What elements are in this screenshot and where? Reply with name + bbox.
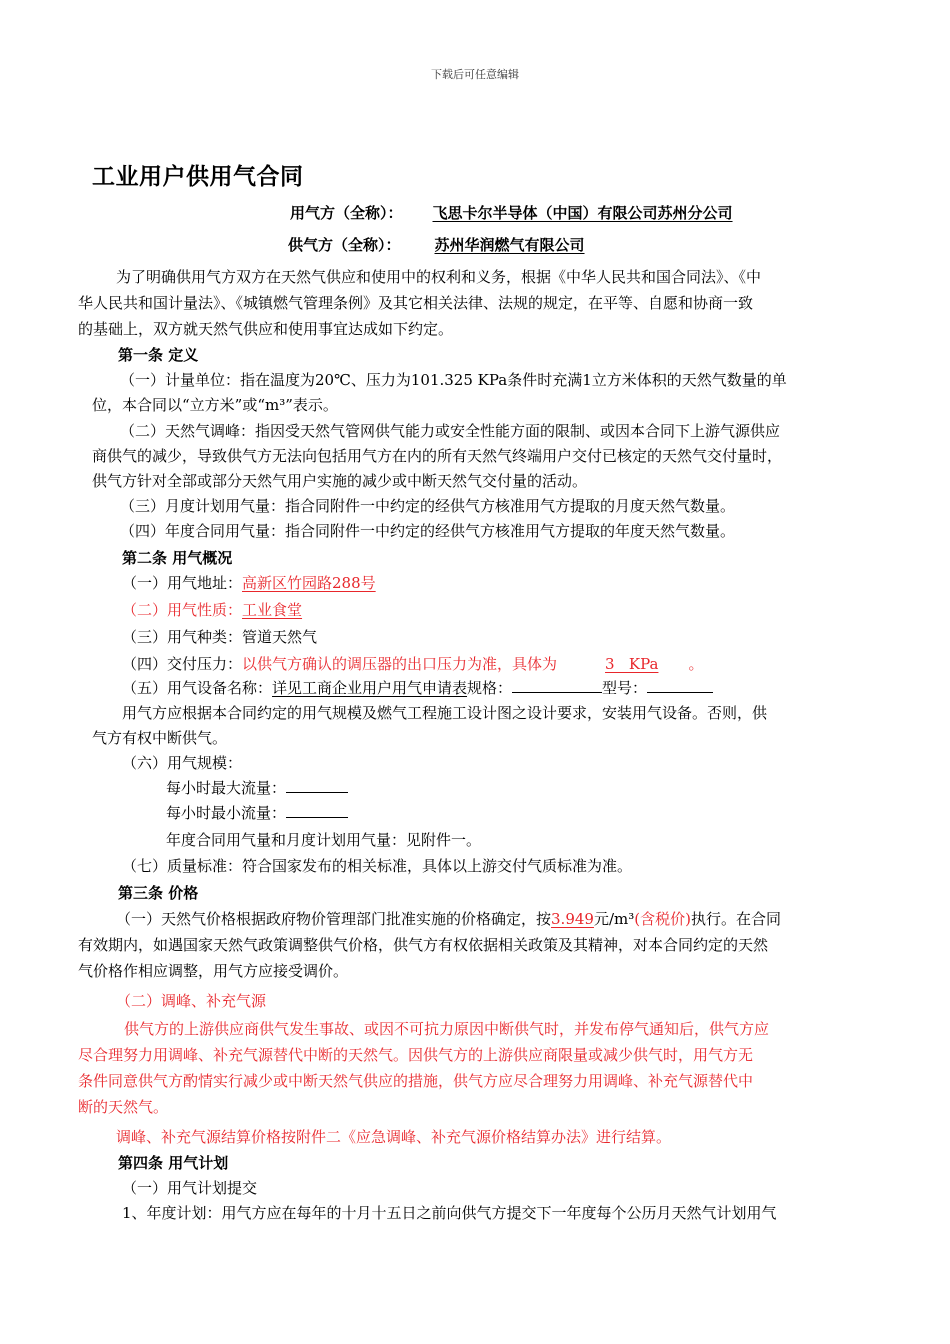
equipment-spec-blank xyxy=(512,677,602,693)
scale-label: （六）用气规模： xyxy=(122,754,243,772)
price-rest-line2: 气价格作相应调整，用气方应接受调价。 xyxy=(78,962,349,980)
peak-body-line2: 尽合理努力用调峰、补充气源替代中断的天然气。因供气方的上游供应商限量或减少供气时，用气方无 xyxy=(78,1046,754,1064)
peak-supply-heading: （二）调峰、补充气源 xyxy=(116,992,267,1010)
user-party-label: 用气方（全称）： xyxy=(290,204,403,222)
peak-body-line1: 供气方的上游供应商供气发生事故、或因不可抗力原因中断供气时，并发布停气通知后，供气方应 xyxy=(124,1020,770,1038)
peak-settlement: 调峰、补充气源结算价格按附件二《应急调峰、补充气源价格结算办法》进行结算。 xyxy=(116,1128,672,1146)
pressure-end: 。 xyxy=(688,655,704,673)
pressure-line xyxy=(122,651,703,677)
art1-p1-line2: 位，本合同以“立方米”或“m³”表示。 xyxy=(92,396,338,414)
supplier-party-label: 供气方（全称）： xyxy=(288,236,401,254)
article-2-heading: 第二条 用气概况 xyxy=(122,549,233,567)
quality-standard: （七）质量标准：符合国家发布的相关标准，具体以上游交付气质标准为准。 xyxy=(122,857,633,875)
price-text-a: （一）天然气价格根据政府物价管理部门批准实施的价格确定，按 xyxy=(116,910,552,928)
gas-nature-line xyxy=(122,597,392,623)
equipment-prefix: （五）用气设备名称： xyxy=(122,679,273,697)
gas-nature-prefix: （二） xyxy=(122,601,168,619)
article-4-heading: 第四条 用气计划 xyxy=(118,1154,229,1172)
art1-p1-line1: （一）计量单位：指在温度为20℃、压力为101.325 KPa条件时充满1立方米体积的天然气数量的单 xyxy=(120,371,787,389)
intro-line-3: 的基础上，双方就天然气供应和使用事宜达成如下约定。 xyxy=(78,320,454,338)
price-rest-line1: 有效期内，如遇国家天然气政策调整供气价格，供气方有权依据相关政策及其精神，对本合同约定的天然 xyxy=(78,936,769,954)
price-tax-note: (含税价) xyxy=(634,910,691,928)
contract-title: 工业用户供用气合同 xyxy=(92,164,304,190)
gas-address-value: 高新区竹园路288号 xyxy=(242,574,376,592)
intro-line-1: 为了明确供用气方双方在天然气供应和使用中的权利和义务，根据《中华人民共和国合同法》、《中 xyxy=(116,268,762,286)
equipment-model-label: 型号： xyxy=(602,679,648,697)
max-flow-label: 每小时最大流量： xyxy=(166,779,287,797)
equipment-model-blank xyxy=(647,677,713,693)
user-party-line xyxy=(290,202,739,223)
gas-address-label: （一）用气地址： xyxy=(122,574,243,592)
gas-type: （三）用气种类：管道天然气 xyxy=(122,628,318,646)
article-3-heading: 第三条 价格 xyxy=(118,884,199,902)
pressure-text: 以供气方确认的调压器的出口压力为准，具体为 xyxy=(242,655,558,673)
supplier-party-line xyxy=(288,234,621,255)
equipment-line xyxy=(122,675,713,701)
price-unit: 元/m³ xyxy=(593,910,635,928)
user-party-name: 飞思卡尔半导体（中国）有限公司苏州分公司 xyxy=(432,204,733,222)
art1-p2-line2: 商供气的减少，导致供气方无法向包括用气方在内的所有天然气终端用户交付已核定的天然气交付量时， xyxy=(92,447,783,465)
art1-p4: （四）年度合同用气量：指合同附件一中约定的经供气方核准用气方提取的年度天然气数量。 xyxy=(120,522,736,540)
gas-nature-label: 用气性质： xyxy=(167,601,243,619)
gas-nature-value: 工业食堂 xyxy=(242,601,303,619)
article-1-heading: 第一条 定义 xyxy=(118,346,199,364)
min-flow-line xyxy=(166,800,348,826)
annual-volume: 年度合同用气量和月度计划用气量：见附件一。 xyxy=(166,831,482,849)
max-flow-line xyxy=(166,775,348,801)
art1-p3: （三）月度计划用气量：指合同附件一中约定的经供气方核准用气方提取的月度天然气数量。 xyxy=(120,497,736,515)
intro-line-2: 华人民共和国计量法》、《城镇燃气管理条例》及其它相关法律、法规的规定，在平等、自愿和协商一致 xyxy=(78,294,754,312)
max-flow-blank xyxy=(286,777,348,793)
min-flow-blank xyxy=(286,802,348,818)
plan-submission: （一）用气计划提交 xyxy=(122,1179,258,1197)
pressure-value: 3 KPa xyxy=(605,655,659,673)
price-line xyxy=(116,906,781,932)
equipment-spec-label: 规格： xyxy=(467,679,513,697)
art1-p2-line1: （二）天然气调峰：指因受天然气管网供气能力或安全性能方面的限制、或因本合同下上游气源供应 xyxy=(120,422,781,440)
install-line2: 气方有权中断供气。 xyxy=(92,729,228,747)
price-value: 3.949 xyxy=(551,910,594,928)
annual-plan-line: 1、年度计划：用气方应在每年的十月十五日之前向供气方提交下一年度每个公历月天然气计划用气 xyxy=(122,1204,777,1222)
pressure-prefix: （四）交付压力： xyxy=(122,655,243,673)
page-header: 下载后可任意编辑 xyxy=(431,68,519,81)
install-line1: 用气方应根据本合同约定的用气规模及燃气工程施工设计图之设计要求，安装用气设备。否则，供 xyxy=(122,704,768,722)
art1-p2-line3: 供气方针对全部或部分天然气用户实施的减少或中断天然气交付量的活动。 xyxy=(92,472,588,490)
peak-body-line3: 条件同意供气方酌情实行减少或中断天然气供应的措施，供气方应尽合理努力用调峰、补充气源替代中 xyxy=(78,1072,754,1090)
gas-address-line xyxy=(122,570,376,596)
min-flow-label: 每小时最小流量： xyxy=(166,804,287,822)
price-text-b: 执行。在合同 xyxy=(690,910,781,928)
supplier-party-name: 苏州华润燃气有限公司 xyxy=(434,236,585,254)
peak-body-line4: 断的天然气。 xyxy=(78,1098,169,1116)
equipment-value: 详见工商企业用户用气申请表 xyxy=(272,679,468,697)
